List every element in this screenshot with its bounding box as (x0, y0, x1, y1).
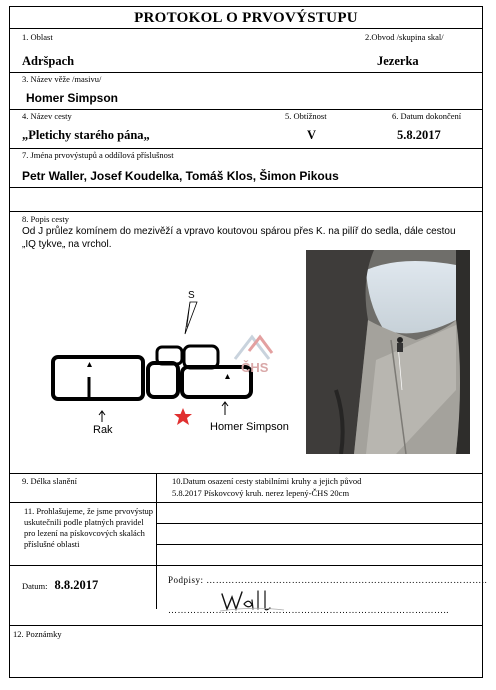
rappel-label: 9. Délka slanění (22, 476, 77, 486)
route-photo (306, 250, 470, 454)
signatures-dots-second (168, 605, 449, 615)
district-label: 2.Obvod /skupina skal/ (365, 32, 444, 42)
divider (10, 72, 482, 73)
district-value: Jezerka (377, 54, 419, 68)
divider (10, 28, 482, 29)
date-label: 6. Datum dokončení (392, 111, 462, 121)
form-title: PROTOKOL O PRVOVÝSTUPU (134, 10, 358, 26)
divider (10, 625, 482, 626)
protocol-form (9, 6, 488, 678)
divider (156, 544, 482, 545)
climbers-value: Petr Waller, Josef Koudelka, Tomáš Klos, Šimon Pikous (22, 169, 339, 183)
tower-value: Homer Simpson (26, 91, 119, 105)
signatures-dots: …………………………………………………………………………….. (206, 575, 488, 585)
topo-map (20, 277, 310, 437)
north-arrow-icon (185, 302, 197, 334)
declaration-text: 11. Prohlašujeme, že jsme prvovýstup uskutečnili podle platných pravidel pro lezení na pískovcových skalách příslušné oblasti (24, 506, 154, 549)
description-label: 8. Popis cesty (22, 214, 69, 224)
tower-label: 3. Název věže /masivu/ (22, 74, 102, 84)
divider (156, 473, 157, 609)
area-label: 1. Oblast (22, 32, 53, 42)
sign-date-value: 8.8.2017 (54, 578, 99, 592)
description-value: Od J průlez komínem do mezivěží a vpravo koutovou spárou přes K. na pilíř do sedla, dále cestou „IQ tykve„ na vrchol. (22, 226, 456, 250)
summit-marker-icon (225, 374, 230, 379)
climbers-label: 7. Jména prvovýstupů a oddílová příslušnost (22, 150, 174, 160)
sign-date (22, 576, 98, 594)
grade-value: V (307, 128, 317, 142)
right-tower-label: Homer Simpson (210, 421, 289, 433)
divider (10, 148, 482, 149)
bolts-label: 10.Datum osazení cesty stabilními kruhy a jejich původ (172, 476, 362, 486)
rock-middle-outline (148, 363, 178, 397)
signatures-label: Podpisy: (168, 575, 204, 585)
signatures-dots-2: …………………………………………………………………………….. (168, 605, 449, 615)
grade-label: 5. Obtížnost (285, 111, 327, 121)
divider (10, 565, 482, 566)
left-tower-label: Rak (93, 424, 113, 436)
area-value: Adršpach (22, 54, 75, 68)
start-star-icon (174, 408, 192, 425)
date-value: 5.8.2017 (397, 128, 441, 142)
route-label: 4. Název cesty (22, 111, 72, 121)
notes-label: 12. Poznámky (13, 629, 62, 639)
summit-marker-icon (87, 362, 92, 367)
rock-left-outline (53, 357, 143, 399)
signatures-line (168, 575, 487, 585)
divider (10, 502, 482, 503)
bolts-value: 5.8.2017 Pískovcový kruh. nerez lepený-ČHS 20cm (172, 488, 350, 498)
rock-top-right-outline (184, 346, 218, 368)
north-label: S (188, 290, 195, 301)
divider (10, 211, 482, 212)
climber-figure-icon (397, 337, 403, 343)
chs-logo-text: ČHS (241, 360, 269, 375)
divider (10, 109, 482, 110)
divider (10, 473, 482, 474)
divider (156, 523, 482, 524)
sign-date-label: Datum: (22, 581, 48, 591)
route-value: „Pletichy starého pána„ (22, 128, 150, 142)
divider (10, 187, 482, 188)
